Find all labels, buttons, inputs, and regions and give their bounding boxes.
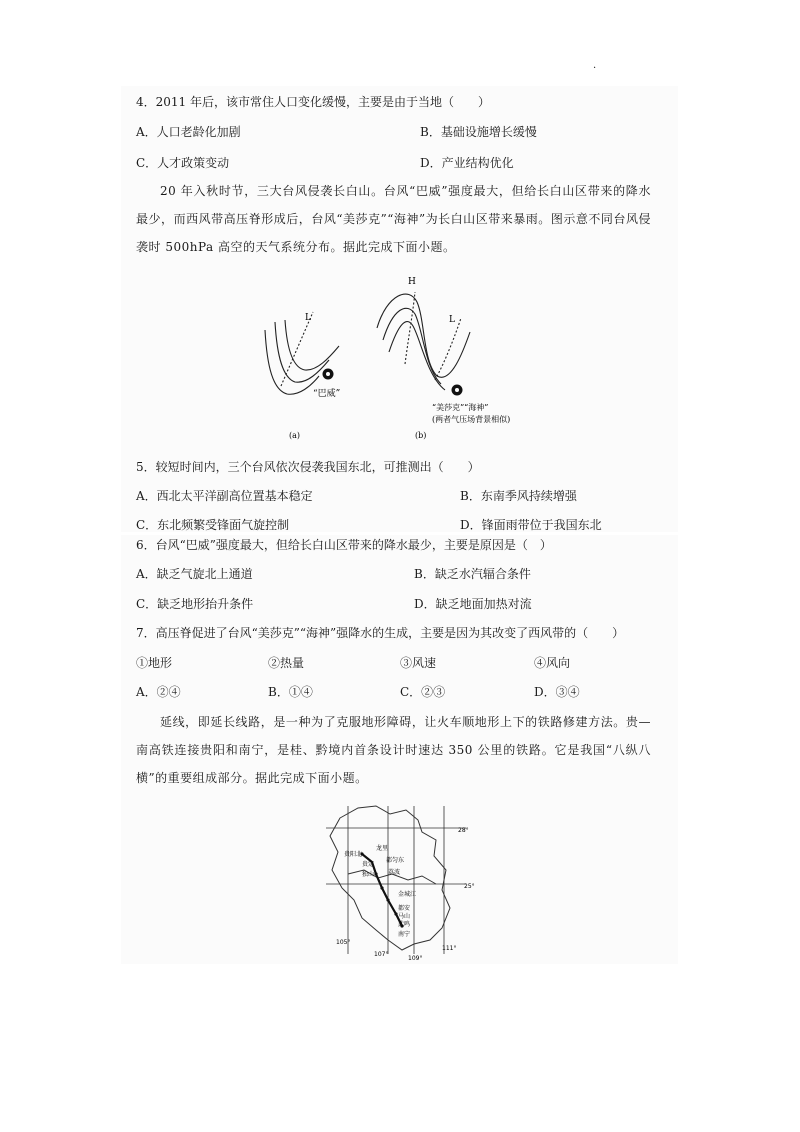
q6-stem: 6．台风“巴威”强度最大，但给长白山区带来的降水最少，主要是原因是（ ） xyxy=(136,538,552,552)
lat-28: 28° xyxy=(458,827,469,834)
lon-107: 107° xyxy=(374,951,389,958)
station-duyundong: 都匀东 xyxy=(386,857,405,864)
q4-option-b: B．基础设施增长缓慢 xyxy=(420,125,537,139)
lon-105: 105° xyxy=(336,939,351,946)
q7-option-b: B．①④ xyxy=(268,685,313,699)
lon-109: 109° xyxy=(408,955,423,962)
q7-item-4: ④风向 xyxy=(534,656,571,670)
q7-item-1: ①地形 xyxy=(136,656,173,670)
caption-a: (a) xyxy=(289,431,301,440)
q4-stem: 4．2011 年后，该市常住人口变化缓慢，主要是由于当地（ ） xyxy=(136,95,490,109)
q5-option-d: D．锋面雨带位于我国东北 xyxy=(460,518,602,532)
q4-option-a: A．人口老龄化加剧 xyxy=(136,125,241,139)
station-dushan: 独山 xyxy=(362,871,375,878)
q6-option-b: B．缺乏水汽辐合条件 xyxy=(414,567,531,581)
q7-option-c: C．②③ xyxy=(400,685,446,699)
q5-option-b: B．东南季风持续增强 xyxy=(460,489,577,503)
q7-stem: 7．高压脊促进了台风“美莎克”“海神”强降水的生成，主要是因为其改变了西风带的（ ） xyxy=(136,626,625,640)
station-jinchengjiang: 金城江 xyxy=(398,891,417,898)
typhoon-names-b: “美莎克”“海神” xyxy=(432,403,489,412)
lat-25: 25° xyxy=(464,883,475,890)
station-nanning: 南宁 xyxy=(398,931,411,938)
q5-option-c: C．东北频繁受锋面气旋控制 xyxy=(136,518,290,532)
q6-option-d: D．缺乏地面加热对流 xyxy=(414,597,532,611)
corner-mark: . xyxy=(593,60,597,71)
railway-map xyxy=(318,800,478,962)
station-guiyangbei: 贵阳北 xyxy=(344,851,363,858)
q5-option-a: A．西北太平洋副高位置基本稳定 xyxy=(136,489,313,503)
typhoon-figure xyxy=(255,272,515,444)
q7-option-a: A．②④ xyxy=(136,685,181,699)
railway-passage: 延线，即延长线路，是一种为了克服地形障碍，让火车顺地形上下的铁路修建方法。贵—南高铁连接贵阳和南宁，是桂、黔境内首条设计时速达 350 公里的铁路。它是我国“八纵八横”的重要组成部分。据此完成下面小题。 xyxy=(136,715,651,785)
q5-stem: 5．较短时间内，三个台风依次侵袭我国东北，可推测出（ ） xyxy=(136,460,480,474)
station-duan: 都安 xyxy=(398,905,411,912)
typhoon-passage: 20 年入秋时节，三大台风侵袭长白山。台风“巴威”强度最大，但给长白山区带来的降水最少，而西风带高压脊形成后，台风“美莎克”“海神”为长白山区带来暴雨。图示意不同台风侵袭时 500hPa 高空的天气系统分布。据此完成下面小题。 xyxy=(136,184,651,254)
q6-option-c: C．缺乏地形抬升条件 xyxy=(136,597,254,611)
label-b-low: L xyxy=(449,315,455,325)
station-longli: 龙里 xyxy=(376,845,389,852)
label-b-high: H xyxy=(408,277,416,287)
q7-option-d: D．③④ xyxy=(534,685,580,699)
caption-b: (b) xyxy=(415,431,427,440)
station-guiding: 贵定 xyxy=(362,861,375,868)
station-mashan: 马山 xyxy=(398,913,411,920)
lon-111: 111° xyxy=(442,945,457,952)
typhoon-name-a: “巴威” xyxy=(313,389,341,399)
q4-option-c: C．人才政策变动 xyxy=(136,156,230,170)
q7-item-2: ②热量 xyxy=(268,656,305,670)
note-b: (两者气压场背景相似) xyxy=(432,415,511,424)
q7-item-3: ③风速 xyxy=(400,656,437,670)
label-a-low: L xyxy=(305,313,311,323)
q6-option-a: A．缺乏气旋北上通道 xyxy=(136,567,253,581)
station-wuming: 武鸣 xyxy=(398,921,411,928)
q4-option-d: D．产业结构优化 xyxy=(420,156,514,170)
station-libo: 荔波 xyxy=(388,869,401,876)
